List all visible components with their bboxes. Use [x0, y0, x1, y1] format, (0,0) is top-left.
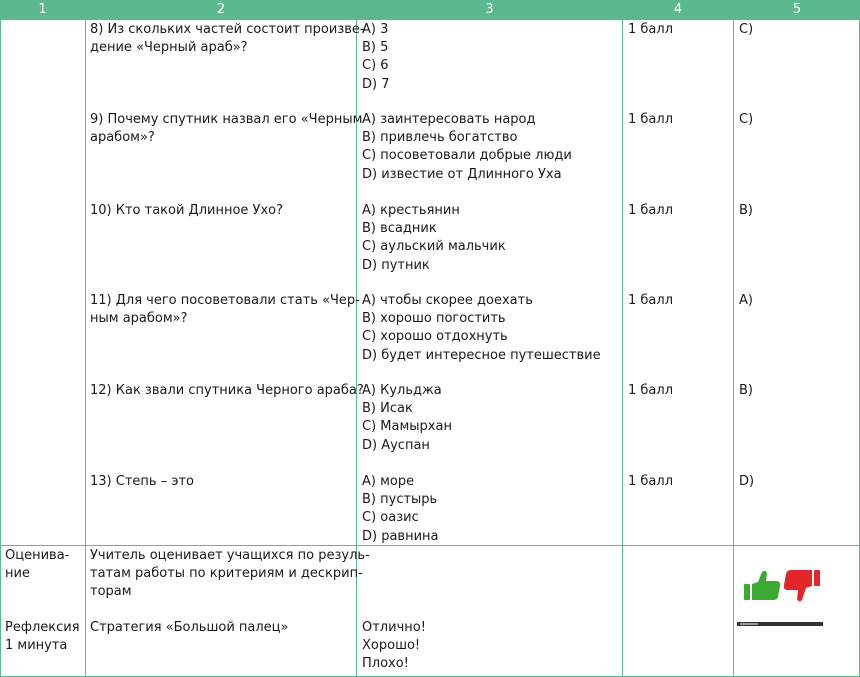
thumbs-down-wrap — [782, 568, 822, 604]
correct-answer: C) — [739, 22, 754, 37]
answer-options: A) чтобы скорее доехать B) хорошо погостить C) хорошо отдохнуть D) будет интересное путешествие — [362, 293, 601, 363]
thumbs-down-icon — [782, 568, 822, 604]
question-text: 9) Почему спутник назвал его «Черным арабом»? — [90, 112, 363, 146]
question-text: 12) Как звали спутника Черного араба? — [90, 383, 364, 398]
evaluation-label: Оценива- ние — [5, 548, 70, 582]
header-col-5: 5 — [792, 2, 802, 17]
question-text: 13) Степь – это — [90, 474, 194, 489]
header-col-4: 4 — [673, 2, 683, 17]
score: 1 балл — [628, 22, 674, 37]
footer-bar — [737, 622, 823, 626]
question-text: 10) Кто такой Длинное Ухо? — [90, 203, 284, 218]
answer-options: A) заинтересовать народ B) привлечь богатство C) посоветовали добрые люди D) известие от Длинного Уха — [362, 112, 572, 182]
answer-options: A) 3 B) 5 C) 6 D) 7 — [362, 22, 390, 92]
answer-options: A) Кульджа B) Исак C) Мамырхан D) Ауспан — [362, 383, 452, 453]
answer-options: A) крестьянин B) всадник C) аульский мальчик D) путник — [362, 203, 506, 273]
score: 1 балл — [628, 112, 674, 127]
correct-answer: D) — [739, 474, 755, 489]
reflection-responses: Отлично! Хорошо! Плохо! — [362, 620, 426, 672]
question-text: 8) Из скольких частей состоит произве- дение «Черный араб»? — [90, 22, 365, 56]
header-col-2: 2 — [216, 2, 226, 17]
score: 1 балл — [628, 203, 674, 218]
header-col-1: 1 — [38, 2, 47, 17]
correct-answer: B) — [739, 383, 753, 398]
answer-options: A) море B) пустырь C) оазис D) равнина — [362, 474, 439, 544]
correct-answer: B) — [739, 203, 753, 218]
correct-answer: C) — [739, 112, 754, 127]
correct-answer: A) — [739, 293, 753, 308]
score: 1 балл — [628, 383, 674, 398]
score: 1 балл — [628, 293, 674, 308]
score: 1 балл — [628, 474, 674, 489]
header-col-3: 3 — [485, 2, 494, 17]
evaluation-text: Учитель оценивает учащихся по резуль- татам работы по критериям и дескрип- торам — [90, 548, 370, 600]
reflection-label: Рефлексия 1 минута — [5, 620, 80, 654]
reflection-strategy: Стратегия «Большой палец» — [90, 620, 289, 635]
question-text: 11) Для чего посоветовали стать «Чер- ным арабом»? — [90, 293, 360, 327]
